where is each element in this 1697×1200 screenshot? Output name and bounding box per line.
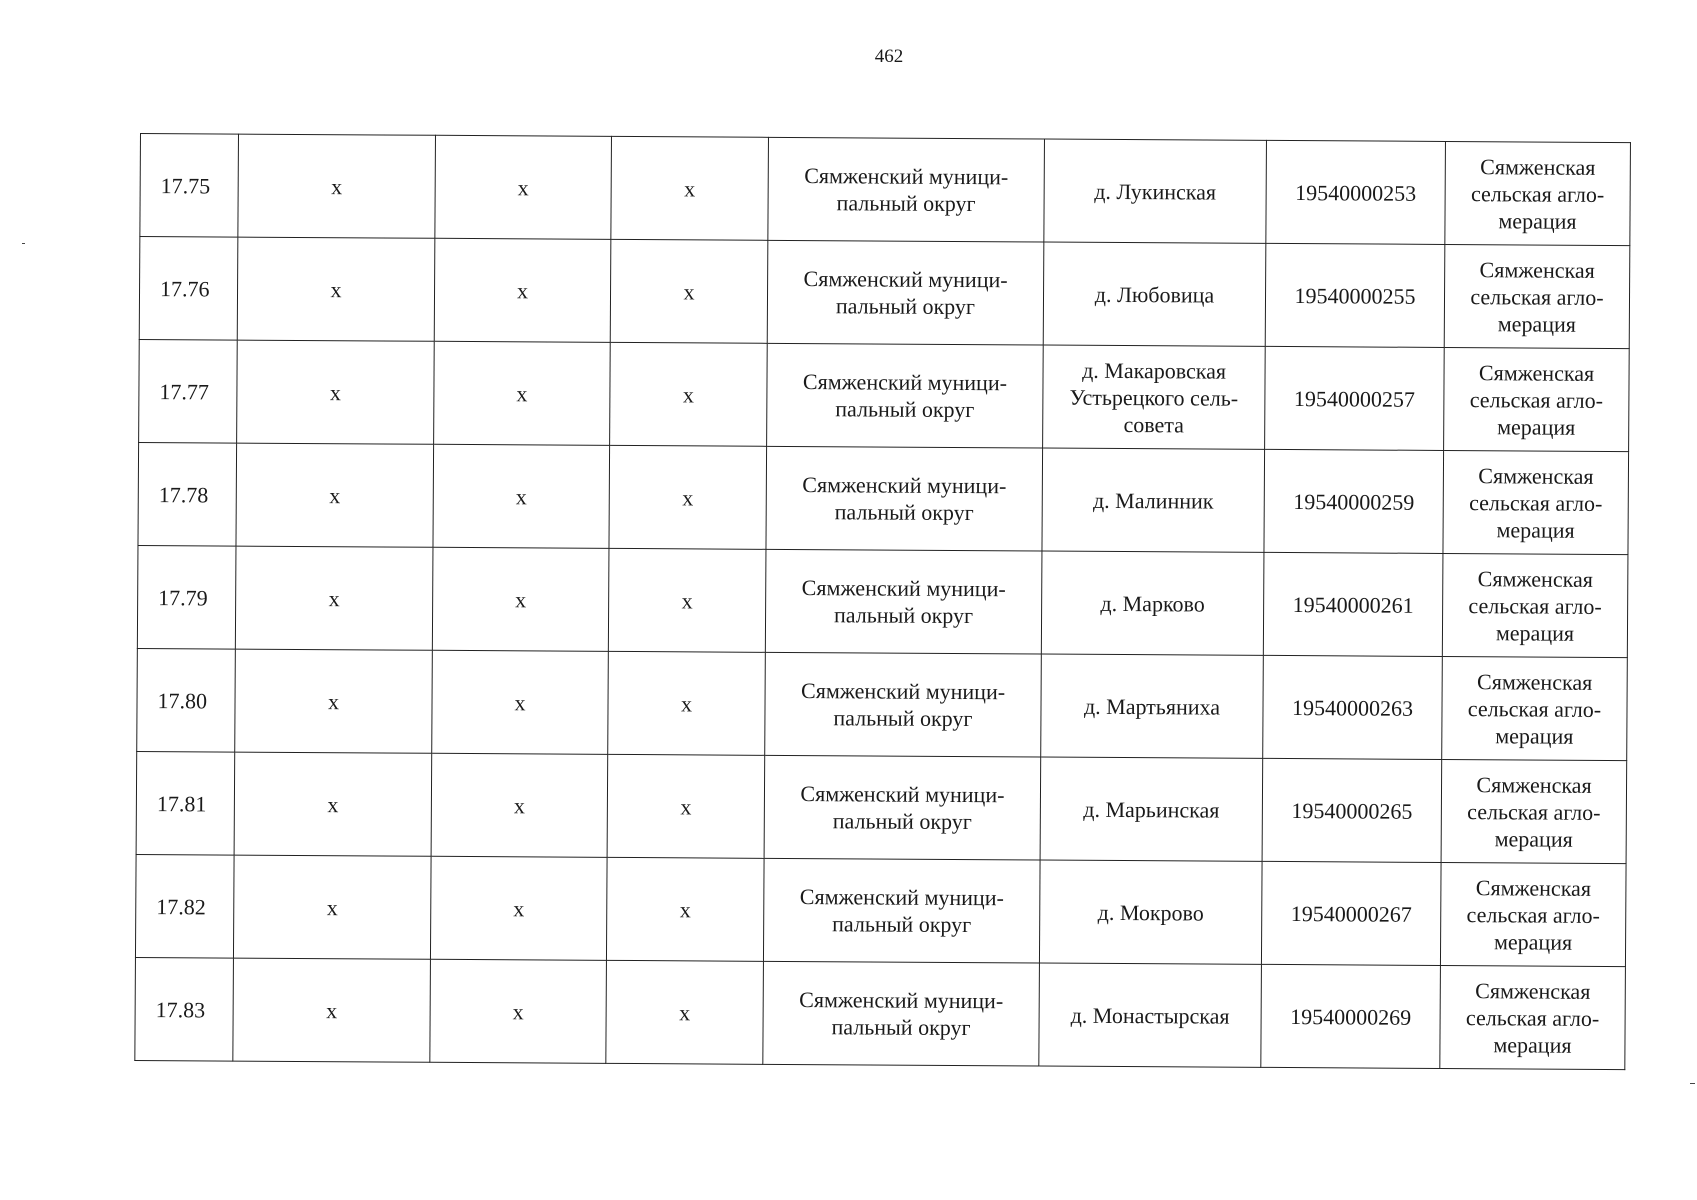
oktmo-code-cell: 19540000269 — [1261, 964, 1441, 1068]
column-4-cell: x — [608, 651, 766, 755]
page-number: 462 — [874, 46, 904, 67]
settlement-cell: д. Марково — [1041, 551, 1264, 655]
column-4-cell: x — [611, 136, 769, 240]
district-cell: Сямженский муници-пальный округ — [767, 343, 1044, 448]
row-number-cell: 17.76 — [139, 237, 238, 341]
settlement-cell: д. Малинник — [1042, 448, 1265, 552]
column-4-cell: x — [609, 445, 767, 549]
oktmo-code-cell: 19540000263 — [1263, 655, 1443, 759]
agglomeration-cell: Сямженская сельская агло-мерация — [1444, 244, 1630, 348]
column-3-cell: x — [430, 856, 607, 960]
column-4-cell: x — [610, 239, 768, 343]
table-row — [137, 545, 1628, 657]
column-2-cell: x — [234, 752, 432, 856]
table-row — [139, 237, 1630, 349]
column-3-cell: x — [432, 650, 609, 754]
column-4-cell: x — [607, 754, 765, 858]
column-4-cell: x — [606, 857, 764, 961]
oktmo-code-cell: 19540000259 — [1264, 449, 1444, 553]
table-row — [136, 751, 1627, 863]
oktmo-code-cell: 19540000261 — [1263, 552, 1443, 656]
agglomeration-cell: Сямженская сельская агло-мерация — [1444, 347, 1630, 451]
settlement-cell: д. Марьинская — [1040, 757, 1263, 861]
oktmo-code-cell: 19540000253 — [1266, 140, 1446, 244]
row-number-cell: 17.77 — [139, 339, 238, 443]
column-3-cell: x — [430, 959, 607, 1063]
column-3-cell: x — [435, 135, 612, 239]
settlements-table — [134, 133, 1631, 1070]
district-cell: Сямженский муници-пальный округ — [767, 240, 1044, 345]
agglomeration-cell: Сямженская сельская агло-мерация — [1442, 656, 1628, 760]
column-2-cell: x — [235, 649, 433, 753]
table-row — [137, 648, 1628, 760]
column-3-cell: x — [431, 753, 608, 857]
district-cell: Сямженский муници-пальный округ — [766, 446, 1043, 551]
settlement-cell: д. Мартьяниха — [1041, 654, 1264, 758]
table-row — [135, 957, 1626, 1069]
settlement-cell: д. Мокрово — [1039, 860, 1262, 964]
column-3-cell: x — [432, 547, 609, 651]
row-number-cell: 17.80 — [137, 648, 236, 752]
column-2-cell: x — [238, 134, 436, 238]
column-4-cell: x — [610, 342, 768, 446]
agglomeration-cell: Сямженская сельская агло-мерация — [1441, 759, 1627, 863]
column-2-cell: x — [237, 340, 435, 444]
settlement-cell: д. Монастырская — [1039, 963, 1262, 1067]
row-number-cell: 17.83 — [135, 957, 234, 1061]
settlement-cell: д. Лукинская — [1044, 139, 1267, 243]
district-cell: Сямженский муници-пальный округ — [764, 755, 1041, 860]
row-number-cell: 17.82 — [135, 854, 234, 958]
oktmo-code-cell: 19540000255 — [1265, 243, 1445, 347]
oktmo-code-cell: 19540000265 — [1262, 758, 1442, 862]
scan-speck — [22, 243, 25, 244]
column-4-cell: x — [606, 960, 764, 1064]
row-number-cell: 17.75 — [140, 134, 239, 238]
column-2-cell: x — [233, 958, 431, 1062]
agglomeration-cell: Сямженская сельская агло-мерация — [1440, 965, 1626, 1069]
district-cell: Сямженский муници-пальный округ — [765, 549, 1042, 654]
column-3-cell: x — [434, 238, 611, 342]
column-2-cell: x — [233, 855, 431, 959]
row-number-cell: 17.81 — [136, 751, 235, 855]
district-cell: Сямженский муници-пальный округ — [763, 961, 1040, 1066]
column-4-cell: x — [608, 548, 766, 652]
agglomeration-cell: Сямженская сельская агло-мерация — [1442, 553, 1628, 657]
district-cell: Сямженский муници-пальный округ — [765, 652, 1042, 757]
row-number-cell: 17.78 — [138, 442, 237, 546]
district-cell: Сямженский муници-пальный округ — [768, 137, 1045, 242]
table-body — [135, 134, 1631, 1070]
district-cell: Сямженский муници-пальный округ — [763, 858, 1040, 963]
table-row — [138, 442, 1629, 554]
oktmo-code-cell: 19540000267 — [1261, 861, 1441, 965]
settlement-cell: д. Любовица — [1043, 242, 1266, 346]
column-2-cell: x — [236, 443, 434, 547]
settlement-cell: д. Макаровская Устьрецкого сель-совета — [1043, 345, 1266, 449]
agglomeration-cell: Сямженская сельская агло-мерация — [1445, 141, 1631, 245]
table-row — [135, 854, 1626, 966]
column-2-cell: x — [237, 237, 435, 341]
row-number-cell: 17.79 — [137, 545, 236, 649]
column-2-cell: x — [235, 546, 433, 650]
column-3-cell: x — [434, 341, 611, 445]
oktmo-code-cell: 19540000257 — [1265, 346, 1445, 450]
table-row — [139, 339, 1630, 451]
scan-speck — [1690, 1083, 1695, 1084]
column-3-cell: x — [433, 444, 610, 548]
agglomeration-cell: Сямженская сельская агло-мерация — [1440, 862, 1626, 966]
table-row — [140, 134, 1631, 246]
agglomeration-cell: Сямженская сельская агло-мерация — [1443, 450, 1629, 554]
